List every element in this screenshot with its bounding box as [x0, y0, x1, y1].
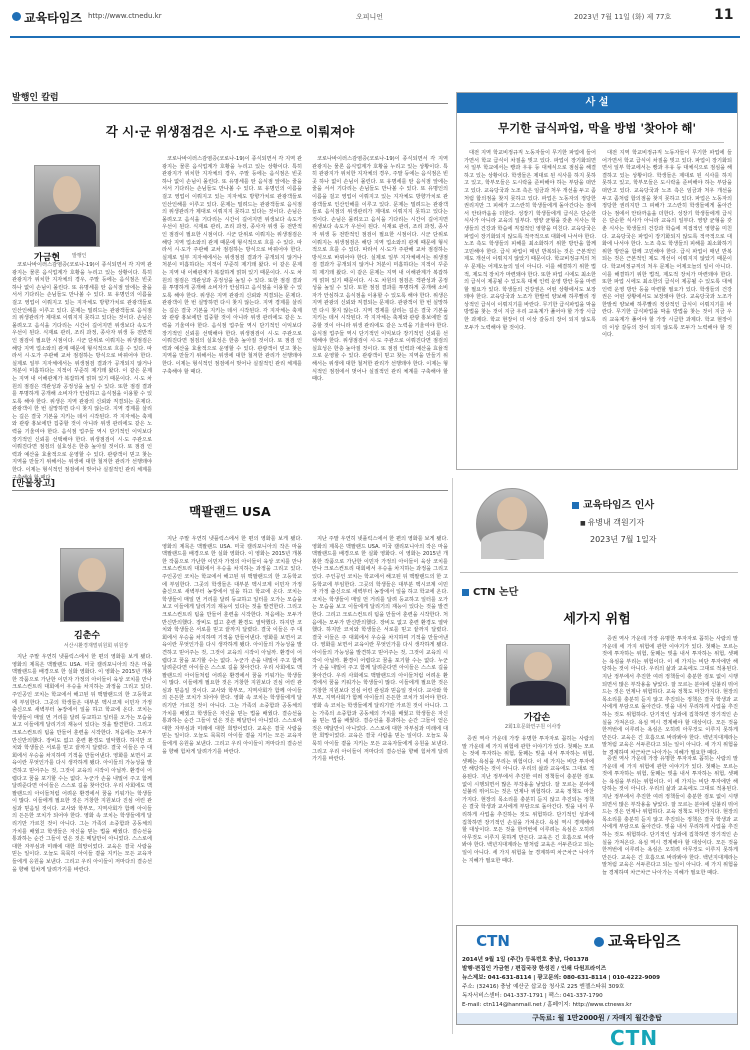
columnist-role: 서산시환경재벌위원회 위원장 [63, 643, 129, 649]
columnist-photo [60, 548, 124, 622]
logo-icon [12, 12, 21, 21]
ctn-body-col-1: 증권 역사 가운데 가장 유명한 투자자로 꼽히는 사람의 말 가운데 세 가지 위험에 관한 이야기가 있다. 첫째는 모르는 것에 투자하는 위험, 둘째는 빚을 내서 투자하는 위험, 셋째는 욕심을 부리는 위험이다. 이 세 가지는 비단 투자에만 해당하는 것이 아니다. 우리의 삶과 교육에도 그대로 적용된다. 지난 정부에서 추진한 여러 정책들이 충분한 검토 없이 시행되면서 많은 부작용을 낳았다. 잘 모르는 분야에 섣불리 뛰어드는 것은 언제나 위험하다. 교육 정책도 마찬가지다. 현장의 목소리를 충분히 듣지 않고 추진되는 정책은 결국 학생과 교사에게 부담으로 돌아간다. 빚을 내서 무리하게 사업을 추진하는 것도 위험하다. 단기적인 성과에 집착하면 장기적인 손실을 가져온다. 욕심 역시 경계해야 할 대상이다. 모든 것을 한꺼번에 이루려는 욕심은 오히려 아무것도 이루지 못하게 만든다. 교육은 긴 호흡으로 바라봐야 한다. 백년지대계라는 말처럼 교육은 서두른다고 되는 일이 아니다. 세 가지 위험을 늘 경계하며 차근차근 나아가는 지혜가 필요한 때다. [462, 736, 594, 864]
tag-rule [12, 103, 448, 104]
tag-rule [12, 490, 448, 491]
appointment-rule [460, 572, 738, 573]
guest-body-col-2: 코로나바이러스감염증(코로나-19)이 종식되면서 각 지역 관광지는 물론 음식업계가 호황을 누리고 있는 상황이다. 특히 관광지가 위치한 지자체의 경우, 주말 등에는 음식점은 빈곳 하나 없이 손님이 몰린다. 또 유명세를 탄 음식점 앞에는 줄을 서서 기다리는 손님들도 만나볼 수 있다. 또 유명인의 이름을 걸고 영업이 이뤄지고 있는 지자체도 방향가치로 관광객들로 인산인해를 이루고 있다. 문제는 밀려드는 관광객들로 음식점의 위생관리가 제대로 이뤄지지 못하고 있다는 것이다. 손님은 몰려오고 음식을 기다리는 시간이 길어지면 위생보다 속도가 우선이 된다. 식재료 관리, 조리 과정, 종사자 위생 등 전반적인 점검이 필요한 시점이다. 시군 단위로 이뤄지는 위생점검은 해당 지역 업소와의 관계 때문에 형식적으로 흐를 수 있다. 따라서 시·도가 주관해 교차 점검하는 방식으로 바뀌어야 한다. 실제로 일부 지자체에서는 위생점검 결과가 공개되지 않거나 처분이 미흡하다는 지적이 꾸준히 제기돼 왔다. 이 같은 문제는 지역 내 이해관계가 복잡하게 얽혀 있기 때문이다. 시·도 차원의 점검은 객관성과 공정성을 높일 수 있다. 또한 점검 결과를 투명하게 공개해 소비자가 안심하고 음식점을 이용할 수 있도록 해야 한다. 위생은 지역 관광의 신뢰와 직결되는 문제다. 관광객이 한 번 실망하면 다시 찾지 않는다. 지역 경제를 살리는 길은 결국 기본을 지키는 데서 시작된다. 각 지자체는 축제와 관광 홍보에만 집중할 것이 아니라 위생 관리에도 같은 노력을 기울여야 한다. 음식점 업주들 역시 단기적인 이익보다 장기적인 신뢰를 선택해야 한다. 위생점검이 시·도 주관으로 이뤄진다면 점검의 실효성은 한층 높아질 것이다. 또 점검 인력과 예산을 효율적으로 운영할 수 있다. 관광객이 믿고 찾는 지역을 만들기 위해서는 위생에 대한 철저한 관리가 선행돼야 한다. 이제는 형식적인 점검에서 벗어나 실질적인 관리 체계를 구축해야 할 때다. [162, 156, 302, 375]
masthead-line: 2014년 9월 1일 (주간) 등록번호 충남, 다01378 [462, 957, 589, 963]
masthead-name: 교육타임즈 [594, 930, 680, 951]
masthead-line[interactable]: E-mail: ctn114@hanmail.net / 홈페이지: http://www.ctnews.kr [462, 1002, 632, 1008]
author-photo [34, 165, 100, 247]
ctn-footer-logo: CTN [610, 1026, 659, 1050]
masthead-line: 뉴스제보: 041-631-8114 | 광고문의: 080-631-8114 | 010-4222-9009 [462, 975, 661, 981]
appointment-tag: 교육타임즈 인사 [572, 496, 654, 511]
editorial-body-col-2: 대전 지역 학교비정규직 노동자들이 무기한 파업에 들어가면서 학교 급식이 차질을 빚고 있다. 파업이 장기화되면서 일부 학교에서는 빵과 우유 등 대체식으로 점심을 해결하고 있는 상황이다. 학생들은 제대로 된 식사를 하지 못하고 있고, 학부모들은 도시락을 준비해야 하는 부담을 떠안고 있다. 교육당국과 노조 측은 임금과 처우 개선을 두고 좀처럼 합의점을 찾지 못하고 있다. 파업은 노동자의 정당한 권리지만 그 피해가 고스란히 학생들에게 돌아간다는 점에서 안타까움을 더한다. 성장기 학생들에게 급식은 단순한 식사가 아니라 교육의 일부다. 영양 균형을 갖춘 식사는 학생들의 건강과 학습에 직접적인 영향을 미친다. 교육당국은 파업이 장기화되지 않도록 적극적으로 대화에 나서야 한다. 노조 측도 학생들의 피해를 최소화하기 위한 방안을 함께 고민해야 한다. 급식 파업이 매년 반복되는 것은 근본적인 제도 개선이 이뤄지지 않았기 때문이다. 학교비정규직의 처우 문제는 어제오늘의 일이 아니다. 이를 해결하기 위한 법적, 제도적 장치가 마련돼야 한다. 또한 파업 시에도 최소한의 급식이 제공될 수 있도록 대체 인력 운영 방안 등을 마련할 필요가 있다. 학생들의 건강권은 어떤 상황에서도 보장돼야 한다. 교육당국과 노조가 한발씩 양보해 하루빨리 정상적인 급식이 이뤄지기를 바란다. 무기한 급식파업을 막을 방법을 찾는 것이 지금 우리 교육계가 풀어야 할 가장 시급한 과제다. 학교 현장이 더 이상 갈등의 장이 되지 않도록 모두가 노력해야 할 것이다. [602, 150, 732, 339]
logo-icon [594, 937, 604, 947]
square-icon [572, 502, 579, 509]
ctn-author-photo [506, 644, 570, 706]
editorial-rule [470, 142, 724, 143]
masthead-line: 발행·편집인 가금현 / 편집국장 한성진 / 인쇄 다원프라이즈 [462, 966, 607, 972]
page-header [0, 0, 750, 40]
issue-date: 2023년 7월 11일 (화) 제 77호 [574, 13, 672, 21]
column-body-col-2: 지난 주말 우연히 넷플릭스에서 한 편의 영화를 보게 됐다. 영화의 제목은 맥팔랜드 USA. 미국 캘리포니아의 작은 마을 맥팔랜드를 배경으로 한 실화 영화다. 이 영화는 2015년 개봉한 작품으로 가난한 이민자 가정의 아이들이 육상 코치를 만나 크로스컨트리 대회에서 우승을 차지하는 과정을 그리고 있다. 주인공인 코치는 학교에서 해고된 뒤 맥팔랜드의 한 고등학교에 부임한다. 그곳의 학생들은 대부분 멕시코계 이민자 가정 출신으로 새벽부터 농장에서 일을 하고 학교에 온다. 코치는 학생들이 매일 먼 거리를 달려 등교하고 일터를 오가는 모습을 보고 이들에게 달리기의 재능이 있다는 것을 발견한다. 그리고 크로스컨트리 팀을 만들어 훈련을 시작한다. 처음에는 모두가 반신반의했다. 장비도 없고 훈련 환경도 열악했다. 하지만 코치와 학생들은 서로를 믿고 끝까지 달렸다. 결국 이들은 주 대회에서 우승을 차지하며 기적을 만들어낸다. 영화를 보면서 교육이란 무엇인가를 다시 생각하게 됐다. 아이들의 가능성을 발견하고 믿어주는 것, 그것이 교육의 시작이 아닐까. 환경이 어렵다고 꿈을 포기할 수는 없다. 누군가 손을 내밀어 주고 함께 달려준다면 아이들은 스스로 길을 찾아간다. 우리 사회에도 맥팔랜드의 아이들처럼 어려운 환경에서 꿈을 키워가는 학생들이 많다. 이들에게 필요한 것은 거창한 지원보다 진심 어린 관심과 믿음일 것이다. 교사와 학부모, 지역사회가 함께 아이들의 든든한 코치가 되어야 한다. 영화 속 코치는 학생들에게 달리기만 가르친 것이 아니다. 그는 가족의 소중함과 공동체의 가치를 배웠고 학생들은 자신을 믿는 법을 배웠다. 결승선을 통과하는 순간 그들이 얻은 것은 메달만이 아니었다. 스스로에 대한 자부심과 미래에 대한 희망이었다. 교육은 결국 사람을 믿는 일이다. 오늘도 묵묵히 아이들 곁을 지키는 모든 교육자들에게 응원을 보낸다. 그리고 우리 아이들이 저마다의 결승선을 향해 힘차게 달려가기를 바란다. [162, 536, 302, 755]
appointment-role: ■ 유병내 객원기자 [580, 518, 645, 527]
editorial-title: 무기한 급식파업, 막을 방법 '찾아야 해' [497, 121, 697, 135]
column-tag: [만물창고] [12, 479, 56, 489]
page-number: 11 [714, 7, 734, 23]
column-body-col-1: 지난 주말 우연히 넷플릭스에서 한 편의 영화를 보게 됐다. 영화의 제목은 맥팔랜드 USA. 미국 캘리포니아의 작은 마을 맥팔랜드를 배경으로 한 실화 영화다. 이 영화는 2015년 개봉한 작품으로 가난한 이민자 가정의 아이들이 육상 코치를 만나 크로스컨트리 대회에서 우승을 차지하는 과정을 그리고 있다. 주인공인 코치는 학교에서 해고된 뒤 맥팔랜드의 한 고등학교에 부임한다. 그곳의 학생들은 대부분 멕시코계 이민자 가정 출신으로 새벽부터 농장에서 일을 하고 학교에 온다. 코치는 학생들이 매일 먼 거리를 달려 등교하고 일터를 오가는 모습을 보고 이들에게 달리기의 재능이 있다는 것을 발견한다. 그리고 크로스컨트리 팀을 만들어 훈련을 시작한다. 처음에는 모두가 반신반의했다. 장비도 없고 훈련 환경도 열악했다. 하지만 코치와 학생들은 서로를 믿고 끝까지 달렸다. 결국 이들은 주 대회에서 우승을 차지하며 기적을 만들어낸다. 영화를 보면서 교육이란 무엇인가를 다시 생각하게 됐다. 아이들의 가능성을 발견하고 믿어주는 것, 그것이 교육의 시작이 아닐까. 환경이 어렵다고 꿈을 포기할 수는 없다. 누군가 손을 내밀어 주고 함께 달려준다면 아이들은 스스로 길을 찾아간다. 우리 사회에도 맥팔랜드의 아이들처럼 어려운 환경에서 꿈을 키워가는 학생들이 많다. 이들에게 필요한 것은 거창한 지원보다 진심 어린 관심과 믿음일 것이다. 교사와 학부모, 지역사회가 함께 아이들의 든든한 코치가 되어야 한다. 영화 속 코치는 학생들에게 달리기만 가르친 것이 아니다. 그는 가족의 소중함과 공동체의 가치를 배웠고 학생들은 자신을 믿는 법을 배웠다. 결승선을 통과하는 순간 그들이 얻은 것은 메달만이 아니었다. 스스로에 대한 자부심과 미래에 대한 희망이었다. 교육은 결국 사람을 믿는 일이다. 오늘도 묵묵히 아이들 곁을 지키는 모든 교육자들에게 응원을 보낸다. 그리고 우리 아이들이 저마다의 결승선을 향해 힘차게 달려가기를 바란다. [12, 654, 152, 873]
guest-body-col-3: 코로나바이러스감염증(코로나-19)이 종식되면서 각 지역 관광지는 물론 음식업계가 호황을 누리고 있는 상황이다. 특히 관광지가 위치한 지자체의 경우, 주말 등에는 음식점은 빈곳 하나 없이 손님이 몰린다. 또 유명세를 탄 음식점 앞에는 줄을 서서 기다리는 손님들도 만나볼 수 있다. 또 유명인의 이름을 걸고 영업이 이뤄지고 있는 지자체도 방향가치로 관광객들로 인산인해를 이루고 있다. 문제는 밀려드는 관광객들로 음식점의 위생관리가 제대로 이뤄지지 못하고 있다는 것이다. 손님은 몰려오고 음식을 기다리는 시간이 길어지면 위생보다 속도가 우선이 된다. 식재료 관리, 조리 과정, 종사자 위생 등 전반적인 점검이 필요한 시점이다. 시군 단위로 이뤄지는 위생점검은 해당 지역 업소와의 관계 때문에 형식적으로 흐를 수 있다. 따라서 시·도가 주관해 교차 점검하는 방식으로 바뀌어야 한다. 실제로 일부 지자체에서는 위생점검 결과가 공개되지 않거나 처분이 미흡하다는 지적이 꾸준히 제기돼 왔다. 이 같은 문제는 지역 내 이해관계가 복잡하게 얽혀 있기 때문이다. 시·도 차원의 점검은 객관성과 공정성을 높일 수 있다. 또한 점검 결과를 투명하게 공개해 소비자가 안심하고 음식점을 이용할 수 있도록 해야 한다. 위생은 지역 관광의 신뢰와 직결되는 문제다. 관광객이 한 번 실망하면 다시 찾지 않는다. 지역 경제를 살리는 길은 결국 기본을 지키는 데서 시작된다. 각 지자체는 축제와 관광 홍보에만 집중할 것이 아니라 위생 관리에도 같은 노력을 기울여야 한다. 음식점 업주들 역시 단기적인 이익보다 장기적인 신뢰를 선택해야 한다. 위생점검이 시·도 주관으로 이뤄진다면 점검의 실효성은 한층 높아질 것이다. 또 점검 인력과 예산을 효율적으로 운영할 수 있다. 관광객이 믿고 찾는 지역을 만들기 위해서는 위생에 대한 철저한 관리가 선행돼야 한다. 이제는 형식적인 점검에서 벗어나 실질적인 관리 체계를 구축해야 할 때다. [312, 156, 448, 383]
masthead-badge: CTN [476, 932, 510, 950]
newspaper-logo: 교육타임즈 [24, 11, 82, 25]
ctn-body-col-2a: 증권 역사 가운데 가장 유명한 투자자로 꼽히는 사람의 말 가운데 세 가지 위험에 관한 이야기가 있다. 첫째는 모르는 것에 투자하는 위험, 둘째는 빚을 내서 투자하는 위험, 셋째는 욕심을 부리는 위험이다. 이 세 가지는 비단 투자에만 해당하는 것이 아니다. 우리의 삶과 교육에도 그대로 적용된다. 지난 정부에서 추진한 여러 정책들이 충분한 검토 없이 시행되면서 많은 부작용을 낳았다. 잘 모르는 분야에 섣불리 뛰어드는 것은 언제나 위험하다. 교육 정책도 마찬가지다. 현장의 목소리를 충분히 듣지 않고 추진되는 정책은 결국 학생과 교사에게 부담으로 돌아간다. 빚을 내서 무리하게 사업을 추진하는 것도 위험하다. 단기적인 성과에 집착하면 장기적인 손실을 가져온다. 욕심 역시 경계해야 할 대상이다. 모든 것을 한꺼번에 이루려는 욕심은 오히려 아무것도 이루지 못하게 만든다. 교육은 긴 호흡으로 바라봐야 한다. 백년지대계라는 말처럼 교육은 서두른다고 되는 일이 아니다. 세 가지 위험을 늘 경계하며 차근차근 나아가는 지혜가 필요한 때다. [602, 636, 738, 756]
author-name: 가금현 [34, 253, 61, 263]
section-name: 오피니언 [356, 13, 384, 21]
ctn-author-role: 2회1호문화연구원 이사장 [504, 724, 562, 730]
masthead-line: 주소: (32416) 충남 예산군 삽교읍 청사로 225 엔젤스타워 309호 [462, 984, 625, 990]
column-divider [452, 478, 453, 1034]
subscription-bar: 구독료: 월 1만2000원 / 자매지 월간충탑 [457, 1013, 737, 1024]
guest-body-col-1: 코로나바이러스감염증(코로나-19)이 종식되면서 각 지역 관광지는 물론 음식업계가 호황을 누리고 있는 상황이다. 특히 관광지가 위치한 지자체의 경우, 주말 등에는 음식점은 빈곳 하나 없이 손님이 몰린다. 또 유명세를 탄 음식점 앞에는 줄을 서서 기다리는 손님들도 만나볼 수 있다. 또 유명인의 이름을 걸고 영업이 이뤄지고 있는 지자체도 방향가치로 관광객들로 인산인해를 이루고 있다. 문제는 밀려드는 관광객들로 음식점의 위생관리가 제대로 이뤄지지 못하고 있다는 것이다. 손님은 몰려오고 음식을 기다리는 시간이 길어지면 위생보다 속도가 우선이 된다. 식재료 관리, 조리 과정, 종사자 위생 등 전반적인 점검이 필요한 시점이다. 시군 단위로 이뤄지는 위생점검은 해당 지역 업소와의 관계 때문에 형식적으로 흐를 수 있다. 따라서 시·도가 주관해 교차 점검하는 방식으로 바뀌어야 한다. 실제로 일부 지자체에서는 위생점검 결과가 공개되지 않거나 처분이 미흡하다는 지적이 꾸준히 제기돼 왔다. 이 같은 문제는 지역 내 이해관계가 복잡하게 얽혀 있기 때문이다. 시·도 차원의 점검은 객관성과 공정성을 높일 수 있다. 또한 점검 결과를 투명하게 공개해 소비자가 안심하고 음식점을 이용할 수 있도록 해야 한다. 위생은 지역 관광의 신뢰와 직결되는 문제다. 관광객이 한 번 실망하면 다시 찾지 않는다. 지역 경제를 살리는 길은 결국 기본을 지키는 데서 시작된다. 각 지자체는 축제와 관광 홍보에만 집중할 것이 아니라 위생 관리에도 같은 노력을 기울여야 한다. 음식점 업주들 역시 단기적인 이익보다 장기적인 신뢰를 선택해야 한다. 위생점검이 시·도 주관으로 이뤄진다면 점검의 실효성은 한층 높아질 것이다. 또 점검 인력과 예산을 효율적으로 운영할 수 있다. 관광객이 믿고 찾는 지역을 만들기 위해서는 위생에 대한 철저한 관리가 선행돼야 한다. 이제는 형식적인 점검에서 벗어나 실질적인 관리 체계를 구축해야 할 때다. [12, 262, 152, 481]
guest-column-title: 각 시·군 위생점검은 시·도 주관으로 이뤄져야 [105, 124, 355, 139]
ctn-column-title: 세가지 위험 [563, 612, 631, 627]
column-body-col-3: 지난 주말 우연히 넷플릭스에서 한 편의 영화를 보게 됐다. 영화의 제목은 맥팔랜드 USA. 미국 캘리포니아의 작은 마을 맥팔랜드를 배경으로 한 실화 영화다. 이 영화는 2015년 개봉한 작품으로 가난한 이민자 가정의 아이들이 육상 코치를 만나 크로스컨트리 대회에서 우승을 차지하는 과정을 그리고 있다. 주인공인 코치는 학교에서 해고된 뒤 맥팔랜드의 한 고등학교에 부임한다. 그곳의 학생들은 대부분 멕시코계 이민자 가정 출신으로 새벽부터 농장에서 일을 하고 학교에 온다. 코치는 학생들이 매일 먼 거리를 달려 등교하고 일터를 오가는 모습을 보고 이들에게 달리기의 재능이 있다는 것을 발견한다. 그리고 크로스컨트리 팀을 만들어 훈련을 시작한다. 처음에는 모두가 반신반의했다. 장비도 없고 훈련 환경도 열악했다. 하지만 코치와 학생들은 서로를 믿고 끝까지 달렸다. 결국 이들은 주 대회에서 우승을 차지하며 기적을 만들어낸다. 영화를 보면서 교육이란 무엇인가를 다시 생각하게 됐다. 아이들의 가능성을 발견하고 믿어주는 것, 그것이 교육의 시작이 아닐까. 환경이 어렵다고 꿈을 포기할 수는 없다. 누군가 손을 내밀어 주고 함께 달려준다면 아이들은 스스로 길을 찾아간다. 우리 사회에도 맥팔랜드의 아이들처럼 어려운 환경에서 꿈을 키워가는 학생들이 많다. 이들에게 필요한 것은 거창한 지원보다 진심 어린 관심과 믿음일 것이다. 교사와 학부모, 지역사회가 함께 아이들의 든든한 코치가 되어야 한다. 영화 속 코치는 학생들에게 달리기만 가르친 것이 아니다. 그는 가족의 소중함과 공동체의 가치를 배웠고 학생들은 자신을 믿는 법을 배웠다. 결승선을 통과하는 순간 그들이 얻은 것은 메달만이 아니었다. 스스로에 대한 자부심과 미래에 대한 희망이었다. 교육은 결국 사람을 믿는 일이다. 오늘도 묵묵히 아이들 곁을 지키는 모든 교육자들에게 응원을 보낸다. 그리고 우리 아이들이 저마다의 결승선을 향해 힘차게 달려가기를 바란다. [312, 536, 448, 763]
guest-column-tag: 발행인 칼럼 [12, 93, 59, 103]
site-url[interactable]: http://www.ctnedu.kr [88, 12, 162, 20]
editorial-body-col-1: 대전 지역 학교비정규직 노동자들이 무기한 파업에 들어가면서 학교 급식이 차질을 빚고 있다. 파업이 장기화되면서 일부 학교에서는 빵과 우유 등 대체식으로 점심을 해결하고 있는 상황이다. 학생들은 제대로 된 식사를 하지 못하고 있고, 학부모들은 도시락을 준비해야 하는 부담을 떠안고 있다. 교육당국과 노조 측은 임금과 처우 개선을 두고 좀처럼 합의점을 찾지 못하고 있다. 파업은 노동자의 정당한 권리지만 그 피해가 고스란히 학생들에게 돌아간다는 점에서 안타까움을 더한다. 성장기 학생들에게 급식은 단순한 식사가 아니라 교육의 일부다. 영양 균형을 갖춘 식사는 학생들의 건강과 학습에 직접적인 영향을 미친다. 교육당국은 파업이 장기화되지 않도록 적극적으로 대화에 나서야 한다. 노조 측도 학생들의 피해를 최소화하기 위한 방안을 함께 고민해야 한다. 급식 파업이 매년 반복되는 것은 근본적인 제도 개선이 이뤄지지 않았기 때문이다. 학교비정규직의 처우 문제는 어제오늘의 일이 아니다. 이를 해결하기 위한 법적, 제도적 장치가 마련돼야 한다. 또한 파업 시에도 최소한의 급식이 제공될 수 있도록 대체 인력 운영 방안 등을 마련할 필요가 있다. 학생들의 건강권은 어떤 상황에서도 보장돼야 한다. 교육당국과 노조가 한발씩 양보해 하루빨리 정상적인 급식이 이뤄지기를 바란다. 무기한 급식파업을 막을 방법을 찾는 것이 지금 우리 교육계가 풀어야 할 가장 시급한 과제다. 학교 현장이 더 이상 갈등의 장이 되지 않도록 모두가 노력해야 할 것이다. [464, 150, 596, 331]
masthead-line: 독자서비스센터: 041-337-1791 | 팩스: 041-337-1790 [462, 993, 603, 999]
column-title: 맥팔랜드 USA [189, 504, 271, 519]
appointee-photo [476, 488, 548, 560]
appointment-date: 2023년 7월 1일자 [590, 535, 657, 544]
ctn-body-col-2: 증권 역사 가운데 가장 유명한 투자자로 꼽히는 사람의 말 가운데 세 가지 위험에 관한 이야기가 있다. 첫째는 모르는 것에 투자하는 위험, 둘째는 빚을 내서 투자하는 위험, 셋째는 욕심을 부리는 위험이다. 이 세 가지는 비단 투자에만 해당하는 것이 아니다. 우리의 삶과 교육에도 그대로 적용된다. 지난 정부에서 추진한 여러 정책들이 충분한 검토 없이 시행되면서 많은 부작용을 낳았다. 잘 모르는 분야에 섣불리 뛰어드는 것은 언제나 위험하다. 교육 정책도 마찬가지다. 현장의 목소리를 충분히 듣지 않고 추진되는 정책은 결국 학생과 교사에게 부담으로 돌아간다. 빚을 내서 무리하게 사업을 추진하는 것도 위험하다. 단기적인 성과에 집착하면 장기적인 손실을 가져온다. 욕심 역시 경계해야 할 대상이다. 모든 것을 한꺼번에 이루려는 욕심은 오히려 아무것도 이루지 못하게 만든다. 교육은 긴 호흡으로 바라봐야 한다. 백년지대계라는 말처럼 교육은 서두른다고 되는 일이 아니다. 세 가지 위험을 늘 경계하며 차근차근 나아가는 지혜가 필요한 때다. [602, 756, 738, 876]
editorial-tag: 사 설 [457, 93, 737, 113]
columnist-name: 김춘수 [74, 631, 101, 641]
ctn-author-name: 가갑손 [524, 713, 551, 723]
ctn-column-tag: CTN 논단 [462, 583, 518, 598]
square-icon [462, 589, 469, 596]
header-rule [10, 36, 740, 38]
author-role: 발행인 [72, 253, 87, 259]
